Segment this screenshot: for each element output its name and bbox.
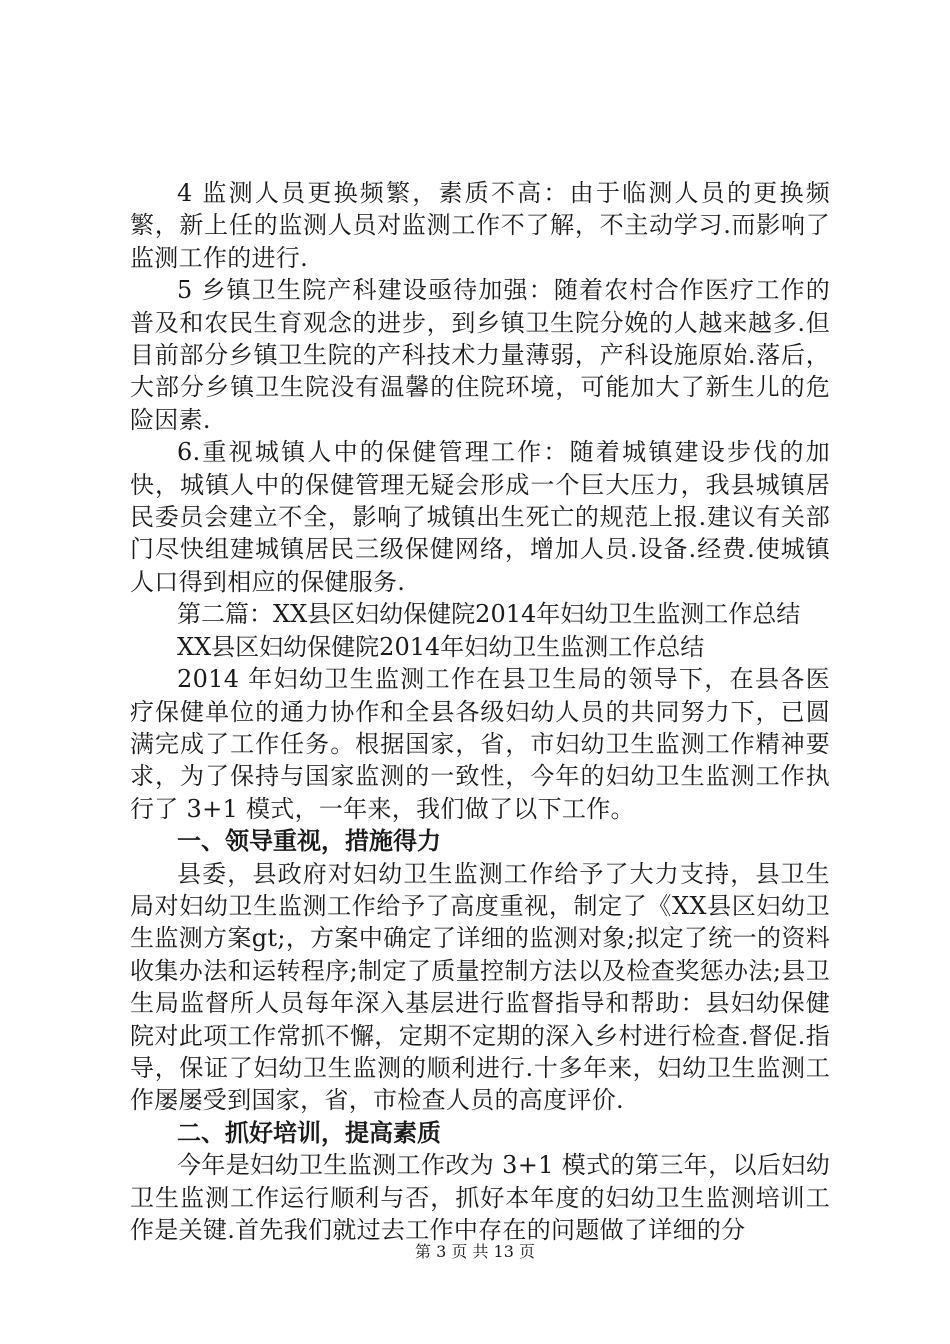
paragraph-urban-health: 6.重视城镇人中的保健管理工作：随着城镇建设步伐的加快，城镇人中的保健管理无疑会形成一个巨大压力，我县城镇居民委员会建立不全，影响了城镇出生死亡的规范上报.建议有关部门尽快组建城镇居民三级保健网络，增加人员.设备.经费.使城镇人口得到相应的保健服务. bbox=[130, 438, 830, 596]
chapter-title: 第二篇：XX县区妇幼保健院2014年妇幼卫生监测工作总结 bbox=[177, 600, 801, 629]
section-heading-training: 二、抓好培训，提高素质 bbox=[177, 1118, 441, 1147]
paragraph-monitoring-staff: 4 监测人员更换频繁，素质不高：由于临测人员的更换频繁，新上任的监测人员对监测工作不了解，不主动学习.而影响了监测工作的进行. bbox=[130, 179, 830, 272]
paragraph-leadership: 县委，县政府对妇幼卫生监测工作给予了大力支持，县卫生局对妇幼卫生监测工作给予了高度重视，制定了《XX县区妇幼卫生监测方案gt;，方案中确定了详细的监测对象;拟定了统一的资料收集办法和运转程序;制定了质量控制方法以及检查奖惩办法;县卫生局监督所人员每年深入基层进行监督指导和帮助：县妇幼保健院对此项工作常抓不懈，定期不定期的深入乡村进行检查.督促.指导，保证了妇幼卫生监测的顺利进行.十多年来，妇幼卫生监测工作屡屡受到国家，省，市检查人员的高度评价. bbox=[130, 859, 830, 1115]
paragraph-township-obstetrics: 5 乡镇卫生院产科建设亟待加强：随着农村合作医疗工作的普及和农民生育观念的进步，到乡镇卫生院分娩的人越来越多.但目前部分乡镇卫生院的产科技术力量薄弱，产科设施原始.落后，大部分乡镇卫生院没有温馨的住院环境，可能加大了新生儿的危险因素. bbox=[130, 276, 830, 434]
document-title: XX县区妇幼保健院2014年妇幼卫生监测工作总结 bbox=[177, 632, 705, 661]
paragraph-summary-intro: 2014 年妇幼卫生监测工作在县卫生局的领导下，在县各医疗保健单位的通力协作和全县各级妇幼人员的共同努力下，已圆满完成了工作任务。根据国家，省，市妇幼卫生监测工作精神要求，为了保持与国家监测的一致性，今年的妇幼卫生监测工作执行了 3+1 模式，一年来，我们做了以下工作。 bbox=[130, 665, 830, 823]
page-footer: 第 3 页 共 13 页 bbox=[415, 1242, 535, 1261]
paragraph-training: 今年是妇幼卫生监测工作改为 3+1 模式的第三年，以后妇幼卫生监测工作运行顺利与否，抓好本年度的妇幼卫生监测培训工作是关键.首先我们就过去工作中存在的问题做了详细的分 bbox=[130, 1151, 830, 1244]
section-heading-leadership: 一、领导重视，措施得力 bbox=[177, 827, 441, 856]
document-body bbox=[130, 177, 830, 1246]
